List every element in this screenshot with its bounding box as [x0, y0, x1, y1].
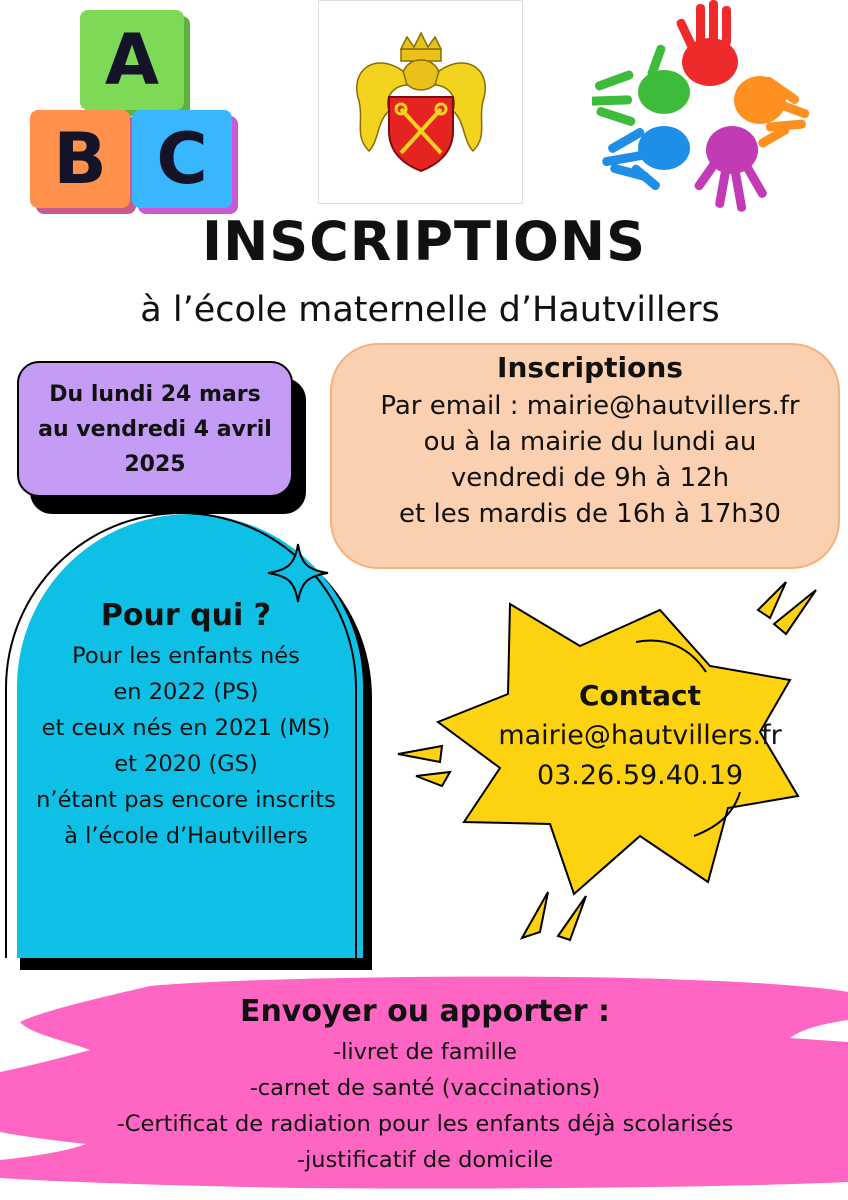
inscriptions-content [340, 348, 840, 532]
documents-line: -Certificat de radiation pour les enfants déjà scolarisés [116, 1111, 734, 1137]
inscriptions-line: ou à la mairie du lundi au [423, 427, 757, 457]
block-c-letter: C [132, 110, 232, 208]
coat-of-arms-icon [319, 1, 522, 203]
documents-content [60, 990, 790, 1178]
inscriptions-line: et les mardis de 16h à 17h30 [399, 499, 781, 529]
pour-qui-line: et ceux nés en 2021 (MS) [41, 715, 331, 741]
pour-qui-line: Pour les enfants nés [72, 643, 300, 669]
inscriptions-line: vendredi de 9h à 12h [450, 463, 730, 493]
documents-line: -livret de famille [332, 1039, 517, 1065]
inscriptions-line: Par email : mairie@hautvillers.fr [380, 391, 800, 421]
page-title: INSCRIPTIONS [202, 210, 646, 273]
contact-content [470, 676, 810, 796]
date-line-3: 2025 [124, 451, 186, 477]
inscriptions-heading: Inscriptions [497, 351, 683, 384]
documents-line: -justificatif de domicile [296, 1147, 554, 1173]
coat-of-arms [318, 0, 523, 204]
documents-heading: Envoyer ou apporter : [239, 994, 611, 1029]
block-a-letter: A [80, 10, 184, 110]
block-b [30, 110, 130, 208]
page-subtitle: à l’école maternelle d’Hautvillers [140, 290, 720, 330]
contact-heading: Contact [579, 679, 701, 712]
pour-qui-heading: Pour qui ? [100, 598, 272, 633]
colorful-hands-icon [592, 0, 832, 222]
documents-line: -carnet de santé (vaccinations) [249, 1075, 601, 1101]
pour-qui-line: à l’école d’Hautvillers [64, 823, 308, 849]
date-box [17, 361, 293, 497]
block-c [132, 110, 232, 208]
contact-email: mairie@hautvillers.fr [498, 720, 782, 751]
abc-blocks-icon [28, 8, 243, 213]
date-line-1: Du lundi 24 mars [49, 381, 261, 407]
pour-qui-line: et 2020 (GS) [114, 751, 258, 777]
contact-phone: 03.26.59.40.19 [536, 760, 744, 791]
date-line-2: au vendredi 4 avril [38, 416, 272, 442]
pour-qui-content [10, 594, 362, 854]
pour-qui-line: n’étant pas encore inscrits [36, 787, 336, 813]
block-b-letter: B [30, 110, 130, 208]
block-a [80, 10, 184, 110]
pour-qui-line: en 2022 (PS) [113, 679, 259, 705]
